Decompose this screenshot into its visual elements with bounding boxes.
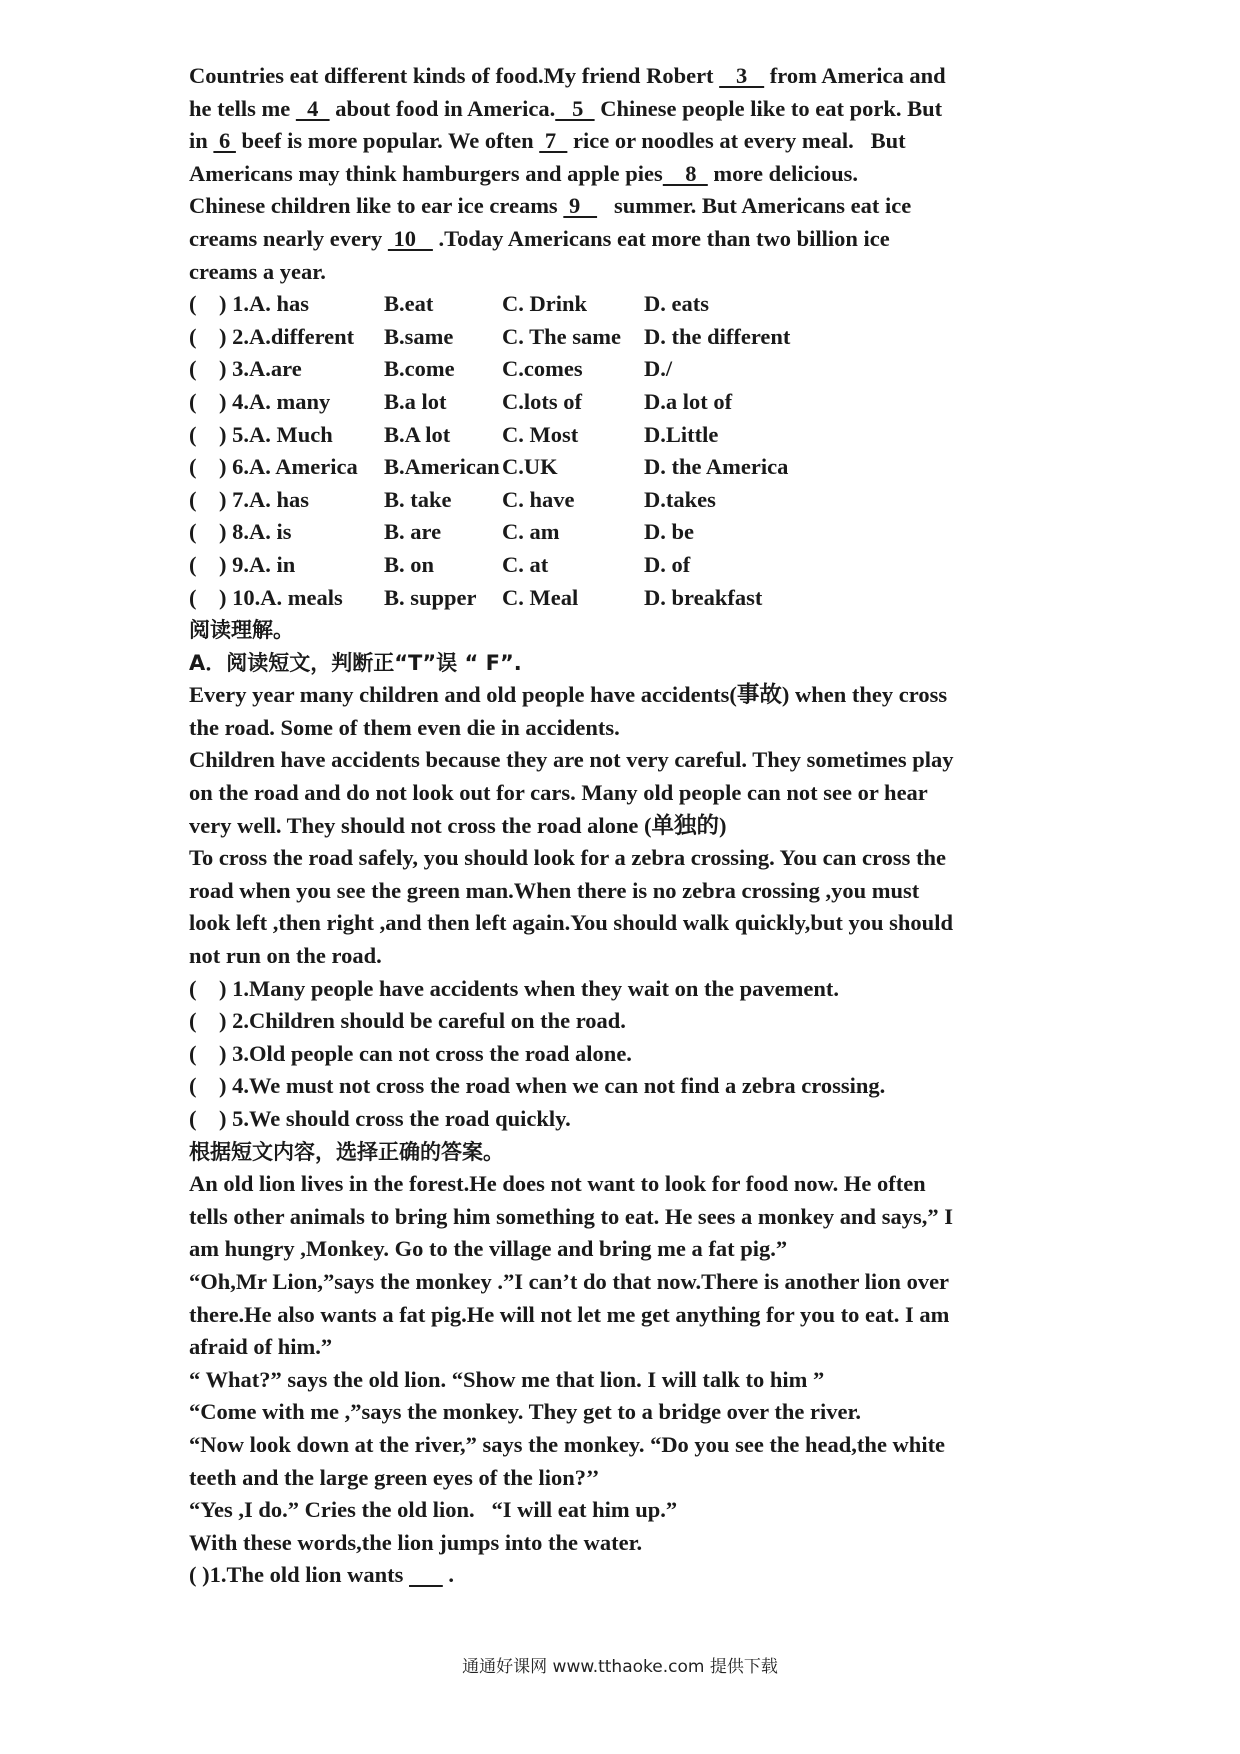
story-line: “ What?” says the old lion. “Show me that lion. I will talk to him ”	[189, 1366, 825, 1392]
true-false-questions	[189, 973, 1049, 1136]
part-a-heading: A．阅读短文，判断正“T”误 “ F”.	[189, 650, 522, 675]
answer-blank: 8	[662, 160, 708, 186]
question-option-a: ( ) 5.A. Much	[189, 421, 333, 447]
option-c: C. Meal	[502, 584, 579, 610]
footer: 通通好课网 www.tthaoke.com 提供下载	[462, 1657, 778, 1677]
question-option-a: ( ) 3.A.are	[189, 356, 302, 382]
option-d: D./	[644, 356, 673, 382]
cloze-question	[189, 386, 1049, 419]
option-b: B. take	[384, 486, 452, 512]
option-c: C.lots of	[502, 388, 582, 414]
option-c: C. at	[502, 551, 549, 577]
story-heading: 根据短文内容，选择正确的答案。	[189, 1139, 504, 1164]
option-c: C. The same	[502, 323, 621, 349]
answer-blank: 9	[563, 193, 598, 219]
text-segment: creams a year.	[189, 258, 326, 284]
story-line: “Now look down at the river,” says the monkey. “Do you see the head,the white	[189, 1431, 946, 1457]
option-b: B. supper	[384, 584, 477, 610]
option-d: D. breakfast	[644, 584, 763, 610]
option-b: B.American	[384, 454, 500, 480]
reading-line: look left ,then right ,and then left again.You should walk quickly,but you should	[189, 910, 953, 936]
cloze-question	[189, 353, 1049, 386]
story-line: there.He also wants a fat pig.He will not let me get anything for you to eat. I am	[189, 1301, 950, 1327]
tf-question: ( ) 4.We must not cross the road when we can not find a zebra crossing.	[189, 1073, 886, 1099]
option-c: C. Most	[502, 421, 579, 447]
question-option-a: ( ) 6.A. America	[189, 454, 358, 480]
story-line: teeth and the large green eyes of the lion?’’	[189, 1464, 600, 1490]
cloze-line	[189, 256, 1049, 289]
story-line: tells other animals to bring him something to eat. He sees a monkey and says,” I	[189, 1203, 953, 1229]
option-b: B.eat	[384, 291, 434, 317]
story-line: “Come with me ,”says the monkey. They get to a bridge over the river.	[189, 1399, 862, 1425]
cloze-line	[189, 190, 1049, 223]
question-option-a: ( ) 7.A. has	[189, 486, 310, 512]
tf-question: ( ) 5.We should cross the road quickly.	[189, 1106, 571, 1131]
reading-line: the road. Some of them even die in accidents.	[189, 714, 620, 740]
answer-blank: 3	[719, 63, 765, 88]
cloze-line	[189, 223, 1049, 256]
reading-passage	[189, 679, 1049, 972]
text-segment: about food in America.	[329, 95, 556, 121]
story-passage	[189, 1168, 1049, 1559]
story-line: With these words,the lion jumps into the water.	[189, 1529, 643, 1555]
answer-blank: 10	[387, 225, 433, 251]
option-b: B.A lot	[384, 421, 451, 447]
option-d: D.takes	[644, 486, 716, 512]
text-segment: summer. But Americans eat ice	[597, 193, 912, 219]
document-page	[189, 60, 1049, 1592]
text-segment: Americans may think hamburgers and apple pies	[189, 160, 663, 186]
story-line: “Oh,Mr Lion,”says the monkey .”I can’t do that now.There is another lion over	[189, 1268, 950, 1294]
reading-line: Children have accidents because they are not very careful. They sometimes play	[189, 747, 954, 773]
option-c: C. have	[502, 486, 575, 512]
option-d: D. the different	[644, 323, 791, 349]
cloze-line	[189, 158, 1049, 191]
text-segment: creams nearly every	[189, 225, 388, 251]
question-option-a: ( ) 1.A. has	[189, 291, 310, 317]
cloze-question	[189, 288, 1049, 321]
option-c: C.comes	[502, 356, 583, 382]
reading-line: road when you see the green man.When there is no zebra crossing ,you must	[189, 877, 920, 903]
cloze-line	[189, 125, 1049, 158]
option-d: D. the America	[644, 454, 789, 480]
tf-question: ( ) 1.Many people have accidents when they wait on the pavement.	[189, 975, 839, 1001]
tf-question: ( ) 3.Old people can not cross the road alone.	[189, 1040, 632, 1066]
cloze-question	[189, 582, 1049, 615]
option-b: B.come	[384, 356, 455, 382]
cloze-questions	[189, 288, 1049, 614]
reading-line: very well. They should not cross the road alone (单独的)	[189, 812, 727, 838]
tf-question: ( ) 2.Children should be careful on the road.	[189, 1008, 626, 1034]
reading-line: Every year many children and old people have accidents(事故) when they cross	[189, 682, 948, 708]
question-option-a: ( ) 8.A. is	[189, 519, 292, 545]
text-segment: more delicious.	[707, 160, 858, 186]
reading-line: not run on the road.	[189, 943, 382, 969]
option-d: D. of	[644, 551, 691, 577]
reading-line: To cross the road safely, you should look for a zebra crossing. You can cross the	[189, 845, 946, 871]
cloze-line	[189, 60, 1049, 93]
answer-blank: 4	[295, 95, 330, 121]
option-b: B.a lot	[384, 388, 447, 414]
option-b: B.same	[384, 323, 454, 349]
text-segment: .Today Americans eat more than two billion ice	[432, 225, 890, 251]
story-line: “Yes ,I do.” Cries the old lion. “I will eat him up.”	[189, 1497, 678, 1523]
text-segment: he tells me	[189, 95, 296, 121]
story-line: am hungry ,Monkey. Go to the village and bring me a fat pig.”	[189, 1236, 788, 1262]
question-option-a: ( ) 2.A.different	[189, 323, 355, 349]
option-c: C. am	[502, 519, 560, 545]
text-segment: from America and	[764, 63, 946, 88]
option-c: C.UK	[502, 454, 558, 480]
text-segment: in	[189, 128, 214, 154]
cloze-question	[189, 321, 1049, 354]
option-d: D.Little	[644, 421, 719, 447]
story-line: An old lion lives in the forest.He does not want to look for food now. He often	[189, 1171, 926, 1197]
option-b: B. are	[384, 519, 442, 545]
text-segment: rice or noodles at every meal. But	[567, 128, 906, 154]
cloze-question	[189, 451, 1049, 484]
reading-line: on the road and do not look out for cars. Many old people can not see or hear	[189, 780, 928, 806]
question-option-a: ( ) 10.A. meals	[189, 584, 343, 610]
option-c: C. Drink	[502, 291, 588, 317]
answer-blank: 6	[213, 128, 236, 154]
text-segment: Countries eat different kinds of food.My friend Robert	[189, 63, 720, 88]
answer-blank: 5	[555, 95, 595, 121]
option-d: D. eats	[644, 291, 709, 317]
text-segment: Chinese children like to ear ice creams	[189, 193, 564, 219]
story-question-1: ( )1.The old lion wants .	[189, 1562, 455, 1588]
cloze-question	[189, 484, 1049, 517]
reading-heading: 阅读理解。	[189, 618, 294, 643]
cloze-question	[189, 516, 1049, 549]
cloze-question	[189, 549, 1049, 582]
answer-blank: 7	[539, 128, 568, 154]
cloze-line	[189, 93, 1049, 126]
option-b: B. on	[384, 551, 435, 577]
story-line: afraid of him.”	[189, 1334, 333, 1360]
text-segment: beef is more popular. We often	[235, 128, 540, 154]
answer-blank	[409, 1562, 443, 1587]
text-segment: Chinese people like to eat pork. But	[594, 95, 943, 121]
cloze-passage	[189, 60, 1049, 288]
question-option-a: ( ) 9.A. in	[189, 551, 296, 577]
option-d: D.a lot of	[644, 388, 733, 414]
question-option-a: ( ) 4.A. many	[189, 388, 331, 414]
cloze-question	[189, 419, 1049, 452]
option-d: D. be	[644, 519, 694, 545]
